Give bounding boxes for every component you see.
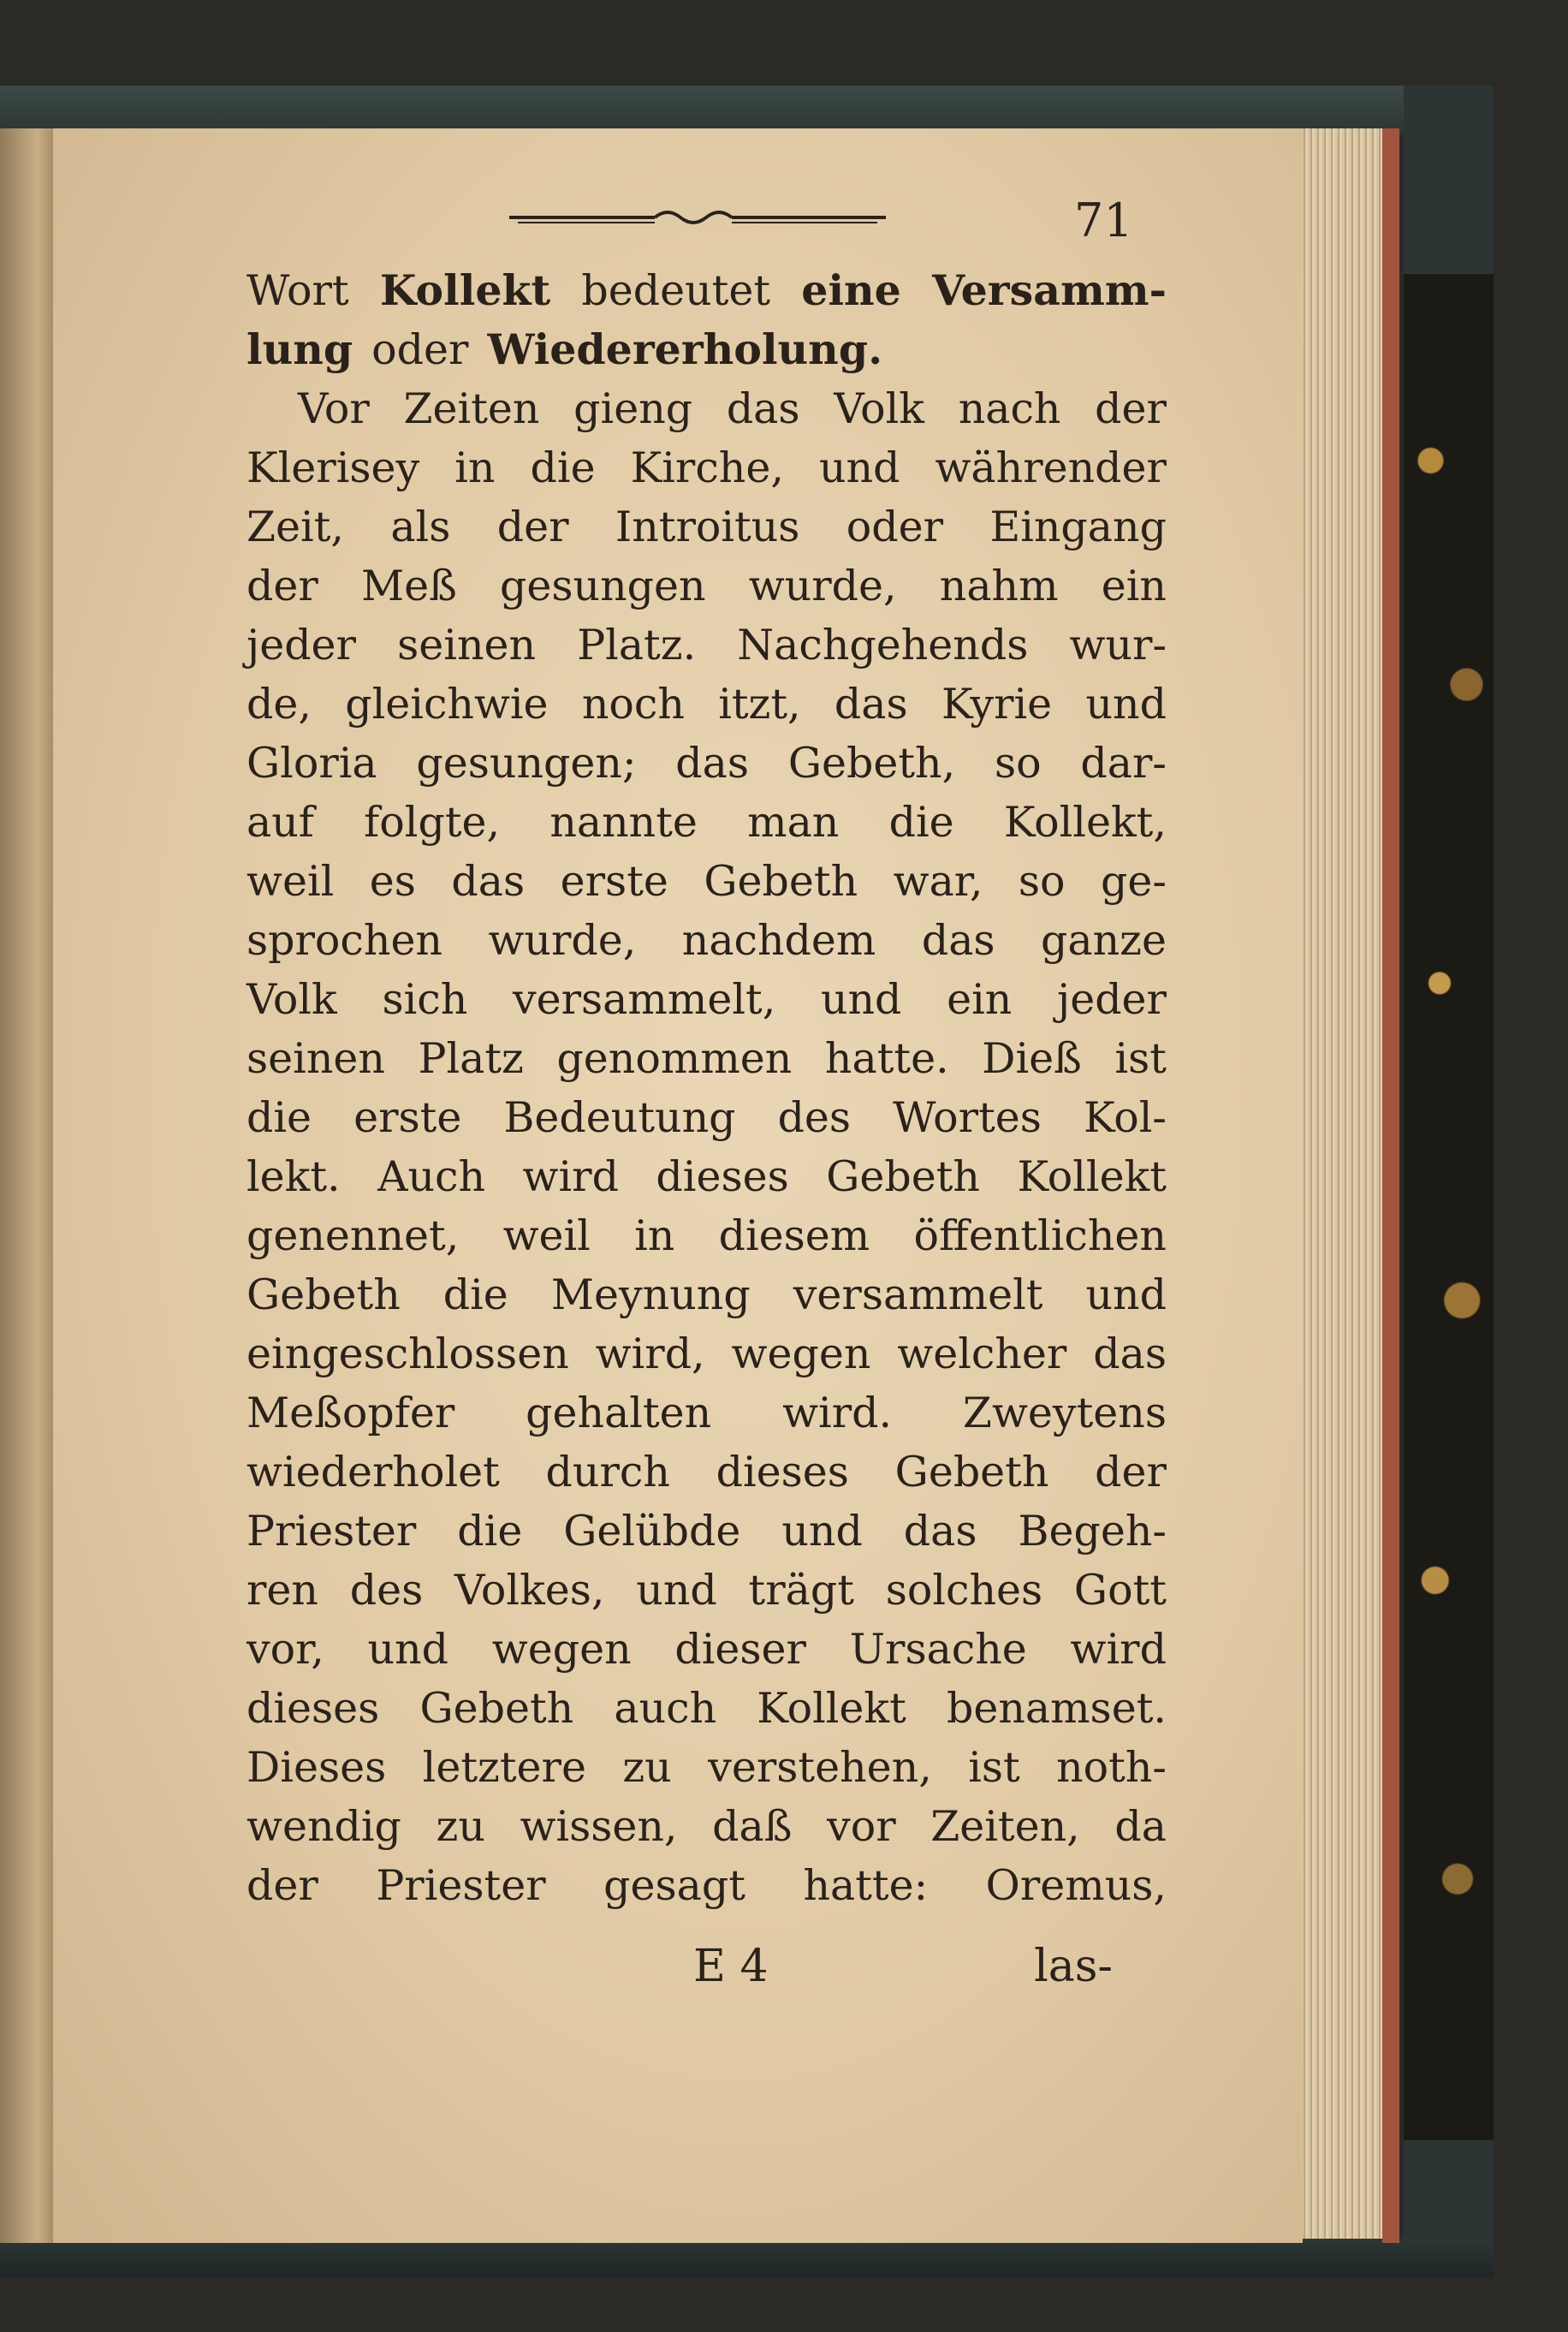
- text-word: zu: [622, 1743, 672, 1792]
- text-word: es: [369, 857, 416, 906]
- text-word: der: [496, 503, 569, 551]
- text-line: [246, 497, 1167, 556]
- signature-line: [693, 1936, 1138, 1996]
- text-word: Introitus: [615, 503, 800, 551]
- text-word: der: [1095, 384, 1167, 433]
- text-word: Meßopfer: [246, 1389, 455, 1437]
- text-word: das: [921, 916, 995, 965]
- text-word: jeder: [1057, 975, 1167, 1024]
- text-word: sich: [382, 975, 468, 1024]
- text-word: eine: [801, 265, 901, 315]
- text-word: Auch: [377, 1152, 486, 1201]
- text-word: durch: [545, 1448, 670, 1496]
- text-word: Volkes,: [454, 1566, 605, 1615]
- text-word: Oremus,: [985, 1861, 1167, 1910]
- text-line: [246, 1383, 1167, 1443]
- text-word: nach: [958, 384, 1061, 433]
- previous-page-edge: [0, 128, 53, 2243]
- text-word: verstehen,: [708, 1743, 932, 1792]
- text-word: ein: [1101, 562, 1167, 610]
- text-word: erste: [353, 1093, 462, 1142]
- body-text: [246, 261, 1167, 1915]
- text-line: [246, 1679, 1167, 1738]
- text-line: [246, 1856, 1167, 1915]
- text-word: wegen: [731, 1330, 871, 1378]
- text-word: wur-: [1069, 621, 1167, 669]
- text-word: Gebeth: [419, 1684, 574, 1733]
- text-word: weil: [502, 1211, 591, 1260]
- text-word: und: [1085, 680, 1167, 729]
- text-word: des: [349, 1566, 424, 1615]
- page-stack-edge: [1301, 128, 1395, 2239]
- text-word: Gelübde: [563, 1507, 741, 1556]
- text-word: Dieses: [246, 1743, 387, 1792]
- text-line: [246, 438, 1167, 497]
- text-line: [246, 1147, 1167, 1206]
- text-word: letztere: [422, 1743, 586, 1792]
- text-word: Kollekt: [757, 1684, 906, 1733]
- text-word: da: [1114, 1802, 1167, 1851]
- text-line: [246, 793, 1167, 852]
- text-word: gehalten: [526, 1389, 712, 1437]
- text-word: Wiedererholung.: [487, 324, 883, 374]
- text-word: gleichwie: [345, 680, 549, 729]
- text-word: genommen: [556, 1034, 793, 1083]
- text-word: als: [390, 503, 451, 551]
- text-word: de,: [246, 680, 312, 729]
- text-word: öffentlichen: [913, 1211, 1167, 1260]
- text-word: die: [246, 1093, 312, 1142]
- text-line: [246, 1443, 1167, 1502]
- text-word: Gebeth,: [787, 739, 956, 788]
- text-word: Ursache: [849, 1625, 1027, 1674]
- text-word: nannte: [549, 798, 698, 847]
- text-word: Begeh-: [1018, 1507, 1167, 1556]
- text-word: nahm: [939, 562, 1059, 610]
- text-word: Klerisey: [246, 443, 420, 492]
- text-word: der: [246, 1861, 318, 1910]
- text-word: dieser: [674, 1625, 806, 1674]
- text-word: dieses: [246, 1684, 380, 1733]
- text-line: [246, 734, 1167, 793]
- text-word: Kirche,: [630, 443, 784, 492]
- text-word: der: [1095, 1448, 1167, 1496]
- text-word: dieses: [716, 1448, 849, 1496]
- text-word: und: [820, 975, 902, 1024]
- text-line: [246, 675, 1167, 734]
- text-word: gesungen: [500, 562, 706, 610]
- text-word: seinen: [246, 1034, 385, 1083]
- text-line: [246, 616, 1167, 675]
- text-word: auch: [614, 1684, 717, 1733]
- text-word: wissen,: [520, 1802, 678, 1851]
- text-word: welcher: [897, 1330, 1067, 1378]
- text-word: Meynung: [550, 1270, 751, 1319]
- text-word: ein: [947, 975, 1013, 1024]
- text-word: das: [834, 680, 908, 729]
- text-word: Eingang: [989, 503, 1167, 551]
- text-word: bedeutet: [581, 266, 771, 315]
- text-word: wendig: [246, 1802, 401, 1851]
- text-word: so: [1018, 857, 1066, 906]
- text-word: des: [777, 1093, 852, 1142]
- text-word: ist: [1114, 1034, 1167, 1083]
- text-word: ganze: [1041, 916, 1167, 965]
- text-line: [246, 1324, 1167, 1383]
- text-word: Platz: [418, 1034, 524, 1083]
- text-word: jeder: [246, 621, 356, 669]
- text-word: Priester: [376, 1861, 546, 1910]
- text-word: das: [675, 739, 750, 788]
- text-word: so: [994, 739, 1042, 788]
- text-word: wiederholet: [246, 1448, 500, 1496]
- text-word: war,: [893, 857, 983, 906]
- text-word: man: [747, 798, 840, 847]
- text-word: Bedeutung: [503, 1093, 736, 1142]
- text-word: das: [1093, 1330, 1167, 1378]
- text-word: Zweytens: [962, 1389, 1167, 1437]
- text-word: und: [818, 443, 900, 492]
- text-word: wird: [522, 1152, 619, 1201]
- text-word: Kollekt,: [1003, 798, 1167, 847]
- text-word: nachdem: [681, 916, 876, 965]
- text-word: zu: [436, 1802, 485, 1851]
- text-word: Kollekt: [1017, 1152, 1167, 1201]
- text-word: Zeiten: [403, 384, 540, 433]
- text-word: Nachgehends: [737, 621, 1029, 669]
- text-word: dar-: [1080, 739, 1167, 788]
- text-line: [246, 1206, 1167, 1265]
- text-word: diesem: [718, 1211, 870, 1260]
- text-line: [246, 1561, 1167, 1620]
- text-word: Meß: [360, 562, 457, 610]
- text-word: dieses: [656, 1152, 789, 1201]
- text-word: das: [903, 1507, 977, 1556]
- text-word: die: [530, 443, 596, 492]
- text-word: Dieß: [982, 1034, 1082, 1083]
- text-word: wird,: [595, 1330, 705, 1378]
- text-word: Gott: [1073, 1566, 1167, 1615]
- text-word: und: [1085, 1270, 1167, 1319]
- text-word: Volk: [246, 975, 337, 1024]
- text-word: daß: [712, 1802, 793, 1851]
- text-line: [246, 1797, 1167, 1856]
- text-word: die: [457, 1507, 523, 1556]
- text-word: seinen: [397, 621, 537, 669]
- text-word: Gebeth: [704, 857, 858, 906]
- text-word: oder: [371, 325, 469, 374]
- text-word: Wortes: [893, 1093, 1042, 1142]
- text-word: Wort: [246, 266, 349, 315]
- text-line: [246, 911, 1167, 970]
- text-word: wird.: [782, 1389, 893, 1437]
- text-word: wurde,: [748, 562, 897, 610]
- text-word: benamset.: [946, 1684, 1167, 1733]
- text-word: und: [367, 1625, 449, 1674]
- text-word: versammelt: [793, 1270, 1043, 1319]
- header-ornament-icon: [509, 207, 886, 228]
- text-word: hatte.: [824, 1034, 949, 1083]
- text-line: [246, 1502, 1167, 1561]
- text-line: [246, 1029, 1167, 1088]
- text-word: eingeschlossen: [246, 1330, 569, 1378]
- text-word: Gloria: [246, 739, 377, 788]
- text-word: ren: [246, 1566, 318, 1615]
- text-word: Priester: [246, 1507, 417, 1556]
- text-word: Vor: [298, 384, 370, 433]
- text-word: Zeiten,: [930, 1802, 1080, 1851]
- text-word: in: [634, 1211, 675, 1260]
- text-word: gieng: [573, 384, 693, 433]
- marbled-board: [1404, 274, 1494, 2140]
- text-word: wegen: [491, 1625, 632, 1674]
- text-word: erste: [560, 857, 668, 906]
- text-word: auf: [246, 798, 314, 847]
- text-word: in: [454, 443, 496, 492]
- text-line: [246, 320, 1167, 379]
- text-line: [246, 261, 1167, 320]
- text-word: genennet,: [246, 1211, 460, 1260]
- text-word: Platz.: [577, 621, 697, 669]
- text-word: Zeit,: [246, 503, 344, 551]
- text-word: wird: [1070, 1625, 1167, 1674]
- text-word: vor: [827, 1802, 896, 1851]
- text-word: währender: [935, 443, 1167, 492]
- text-word: das: [451, 857, 526, 906]
- text-line: [246, 1265, 1167, 1324]
- signature-mark: E 4: [693, 1941, 769, 1992]
- cover-cloth-bottom: [0, 2239, 1494, 2277]
- text-word: ist: [968, 1743, 1020, 1792]
- text-word: folgte,: [364, 798, 501, 847]
- text-line: [246, 1738, 1167, 1797]
- text-word: lekt.: [246, 1152, 341, 1201]
- text-word: sprochen: [246, 916, 442, 965]
- text-line: [246, 852, 1167, 911]
- text-word: Gebeth: [246, 1270, 401, 1319]
- text-word: gesagt: [603, 1861, 745, 1910]
- text-word: weil: [246, 857, 335, 906]
- text-line: [246, 970, 1167, 1029]
- text-word: Gebeth: [894, 1448, 1049, 1496]
- page-number: 71: [1074, 193, 1133, 247]
- text-word: Versamm-: [932, 265, 1167, 315]
- text-word: und: [636, 1566, 717, 1615]
- text-word: vor,: [246, 1625, 324, 1674]
- text-word: die: [888, 798, 954, 847]
- text-word: und: [781, 1507, 863, 1556]
- text-word: Gebeth: [826, 1152, 980, 1201]
- text-word: lung: [246, 324, 353, 374]
- text-word: Kollekt: [379, 265, 551, 315]
- text-line: [246, 1088, 1167, 1147]
- running-head: [509, 195, 1160, 247]
- text-word: Kol-: [1083, 1093, 1167, 1142]
- text-word: die: [442, 1270, 508, 1319]
- text-line: [246, 1620, 1167, 1679]
- text-word: oder: [846, 503, 944, 551]
- catchword: las-: [1034, 1941, 1113, 1992]
- text-word: trägt: [748, 1566, 854, 1615]
- text-word: Volk: [834, 384, 924, 433]
- text-word: itzt,: [718, 680, 801, 729]
- text-word: hatte:: [803, 1861, 929, 1910]
- text-word: Kyrie: [941, 680, 1053, 729]
- text-word: ge-: [1101, 857, 1167, 906]
- text-word: der: [246, 562, 318, 610]
- red-page-edge: [1382, 128, 1399, 2243]
- text-word: noth-: [1056, 1743, 1167, 1792]
- text-line: [246, 379, 1167, 438]
- text-word: wurde,: [488, 916, 637, 965]
- text-line: [246, 556, 1167, 616]
- text-word: noch: [581, 680, 685, 729]
- text-word: gesungen;: [416, 739, 637, 788]
- text-word: solches: [885, 1566, 1043, 1615]
- text-word: das: [726, 384, 800, 433]
- text-word: versammelt,: [512, 975, 776, 1024]
